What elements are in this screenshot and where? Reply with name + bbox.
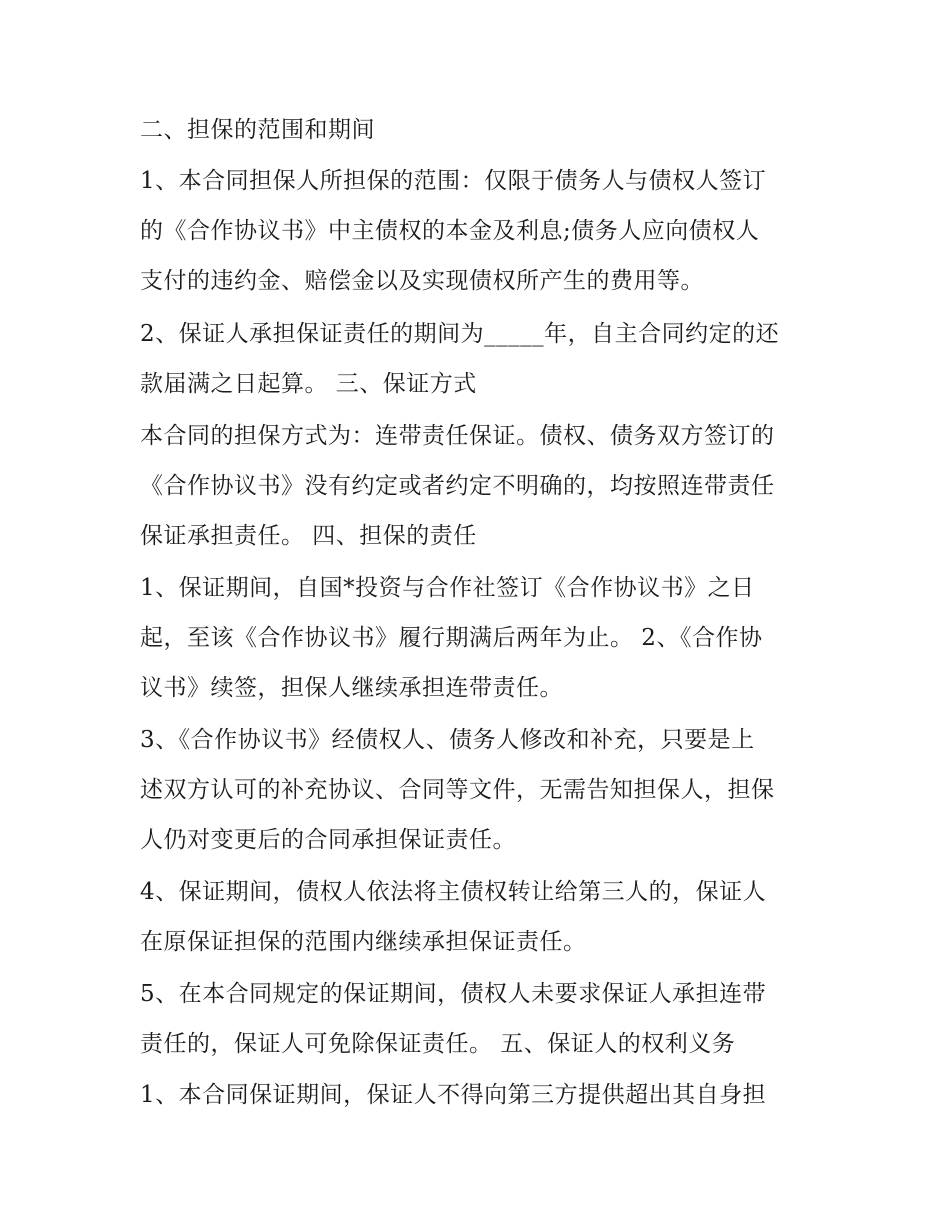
document-line: 述双方认可的补充协议、合同等文件，无需告知担保人，担保 — [140, 777, 775, 803]
document-line: 款届满之日起算。 三、保证方式 — [140, 371, 477, 397]
document-line: 在原保证担保的范围内继续承担保证责任。 — [140, 929, 587, 955]
document-line: 的《合作协议书》中主债权的本金及利息;债务人应向债权人 — [140, 218, 760, 244]
document-line: 支付的违约金、赔偿金以及实现债权所产生的费用等。 — [140, 268, 704, 294]
document-line: 人仍对变更后的合同承担保证责任。 — [140, 827, 516, 853]
document-line: 1、本合同保证期间，保证人不得向第三方提供超出其自身担 — [140, 1082, 767, 1108]
document-line: 《合作协议书》没有约定或者约定不明确的，均按照连带责任 — [140, 473, 775, 499]
document-line: 二、担保的范围和期间 — [140, 117, 375, 143]
document-line: 1、保证期间，自国*投资与合作社签订《合作协议书》之日 — [140, 575, 755, 601]
document-line: 本合同的担保方式为：连带责任保证。债权、债务双方签订的 — [140, 423, 775, 449]
document-line: 5、在本合同规定的保证期间，债权人未要求保证人承担连带 — [140, 981, 767, 1007]
document-line: 起，至该《合作协议书》履行期满后两年为止。 2、《合作协 — [140, 625, 763, 651]
document-line: 责任的，保证人可免除保证责任。 五、保证人的权利义务 — [140, 1031, 736, 1057]
document-line: 议书》续签，担保人继续承担连带责任。 — [140, 675, 563, 701]
document-line: 保证承担责任。 四、担保的责任 — [140, 523, 477, 549]
document-line: 3、《合作协议书》经债权人、债务人修改和补充，只要是上 — [140, 727, 755, 753]
document-line: 4、保证期间，债权人依法将主债权转让给第三人的，保证人 — [140, 879, 767, 905]
document-line: 2、保证人承担保证责任的期间为_____年，自主合同约定的还 — [140, 321, 780, 347]
document-line: 1、本合同担保人所担保的范围：仅限于债务人与债权人签订 — [140, 168, 767, 194]
